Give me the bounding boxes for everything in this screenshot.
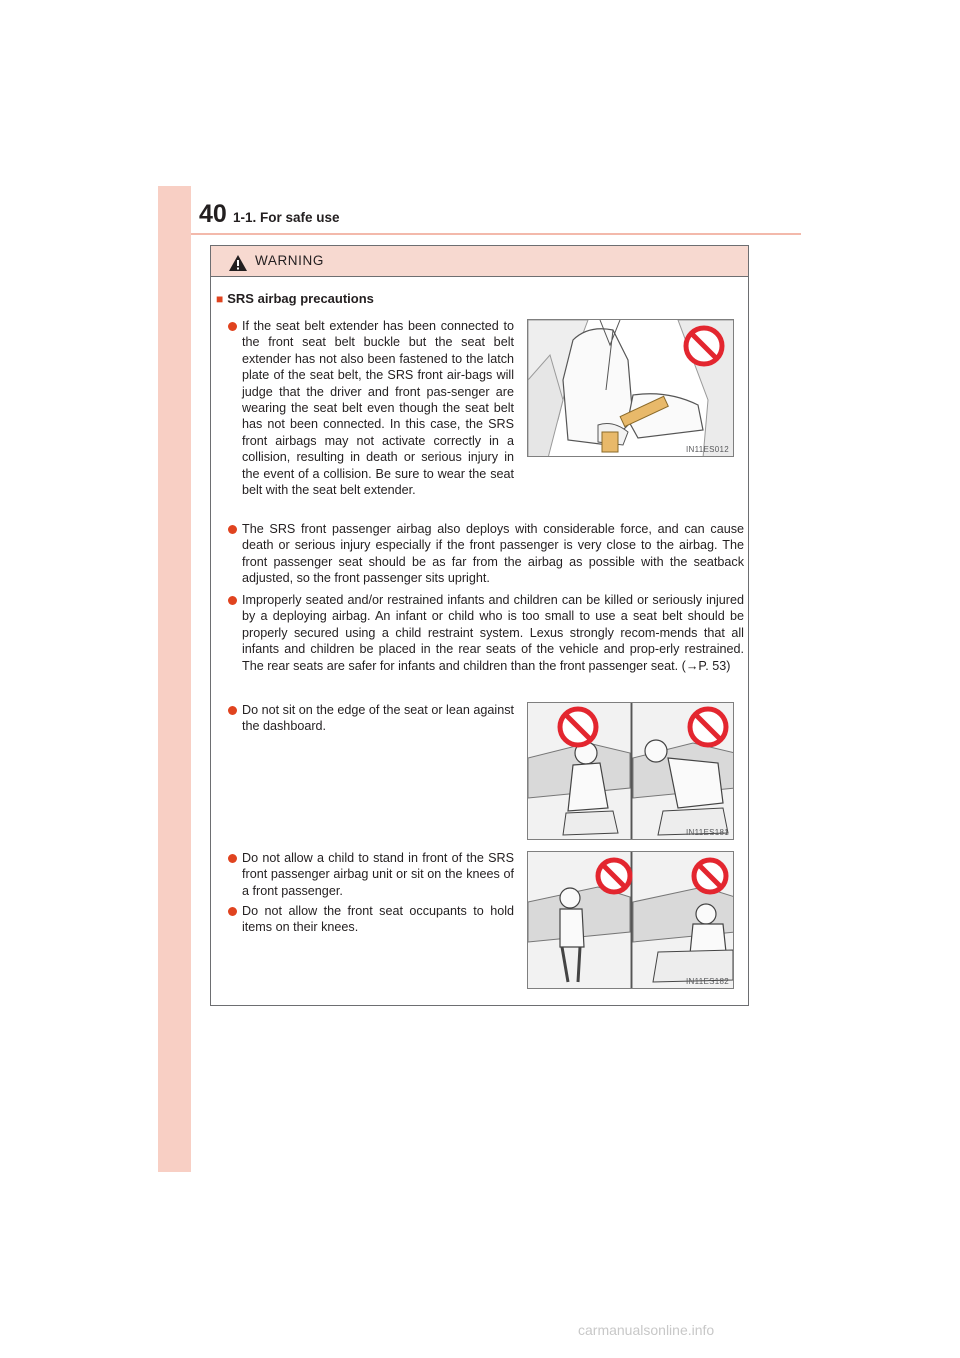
side-band (158, 186, 191, 1172)
figure-seat-belt-extender (527, 319, 734, 457)
section-title: 1-1. For safe use (233, 210, 340, 225)
prohibition-icon (694, 860, 726, 892)
bullet-edge-of-seat (228, 702, 514, 735)
warning-header (211, 246, 748, 277)
square-bullet-icon: ■ (216, 292, 224, 306)
figure-code: IN11ES181 (685, 828, 729, 837)
bullet-dot-icon (228, 706, 237, 715)
bullet-text: Do not allow the front seat occupants to hold items on their knees. (242, 904, 514, 935)
bullet-infants-children (228, 592, 744, 674)
warning-triangle-icon (228, 254, 248, 272)
bullet-dot-icon (228, 907, 237, 916)
bullet-dot-icon (228, 525, 237, 534)
prohibition-icon (690, 709, 726, 745)
bullet-text: The SRS front passenger airbag also deploys with considerable force, and can cause death or serious injury especially if the front passenger is very close to the airbag. The front passenger seat should be as far from the airbag as possible with the seatback adjusted, so the front passenger sits upright. (242, 522, 744, 586)
page-number: 40 (199, 200, 227, 228)
figure-code: IN11ES182 (685, 977, 729, 986)
illustration-child-standing (528, 852, 734, 989)
bullet-text: Improperly seated and/or restrained infants and children can be killed or seriously injured by a deploying airbag. An infant or child who is too small to use a seat belt should be properly secured using a child restraint system. Lexus strongly recom-mends that all infants and children be placed in the rear seats of the vehicle and prop-erly restrained. The rear seats are safer for infants and children than the front passenger seat. (→P. 53) (242, 593, 744, 673)
watermark: carmanualsonline.info (578, 1322, 715, 1338)
prohibition-icon (560, 709, 596, 745)
prohibition-icon (686, 328, 722, 364)
bullet-passenger-airbag-force (228, 521, 744, 587)
warning-box (210, 245, 749, 1006)
bullet-dot-icon (228, 596, 237, 605)
bullet-text: Do not sit on the edge of the seat or lean against the dashboard. (242, 703, 514, 734)
bullet-dot-icon (228, 322, 237, 331)
subheading (216, 290, 374, 308)
bullet-text: Do not allow a child to stand in front of the SRS front passenger airbag unit or sit on the knees of a front passenger. (242, 851, 514, 898)
figure-child-standing (527, 851, 734, 989)
bullet-seat-belt-extender (228, 318, 514, 498)
prohibition-icon (598, 860, 630, 892)
bullet-child-standing (228, 850, 514, 899)
subheading-text: SRS airbag precautions (227, 291, 374, 306)
bullet-items-on-knees (228, 903, 514, 936)
bullet-text: If the seat belt extender has been connected to the front seat belt buckle but the seat belt extender has not also been fastened to the latch plate of the seat belt, the SRS front air-bags will judge that the driver and front pas-senger are wearing the seat belt even though the seat belt has not been connected. In this case, the SRS front airbags may not activate correctly in a collision, resulting in death or serious injury in the event of a collision. Be sure to wear the seat belt with the seat belt extender. (242, 319, 514, 498)
figure-code: IN11ES012 (685, 445, 729, 454)
bullet-dot-icon (228, 854, 237, 863)
illustration-seat-belt-extender (528, 320, 734, 457)
warning-title: WARNING (255, 253, 324, 268)
figure-edge-of-seat (527, 702, 734, 840)
illustration-edge-of-seat (528, 703, 734, 840)
header-rule (191, 233, 801, 235)
